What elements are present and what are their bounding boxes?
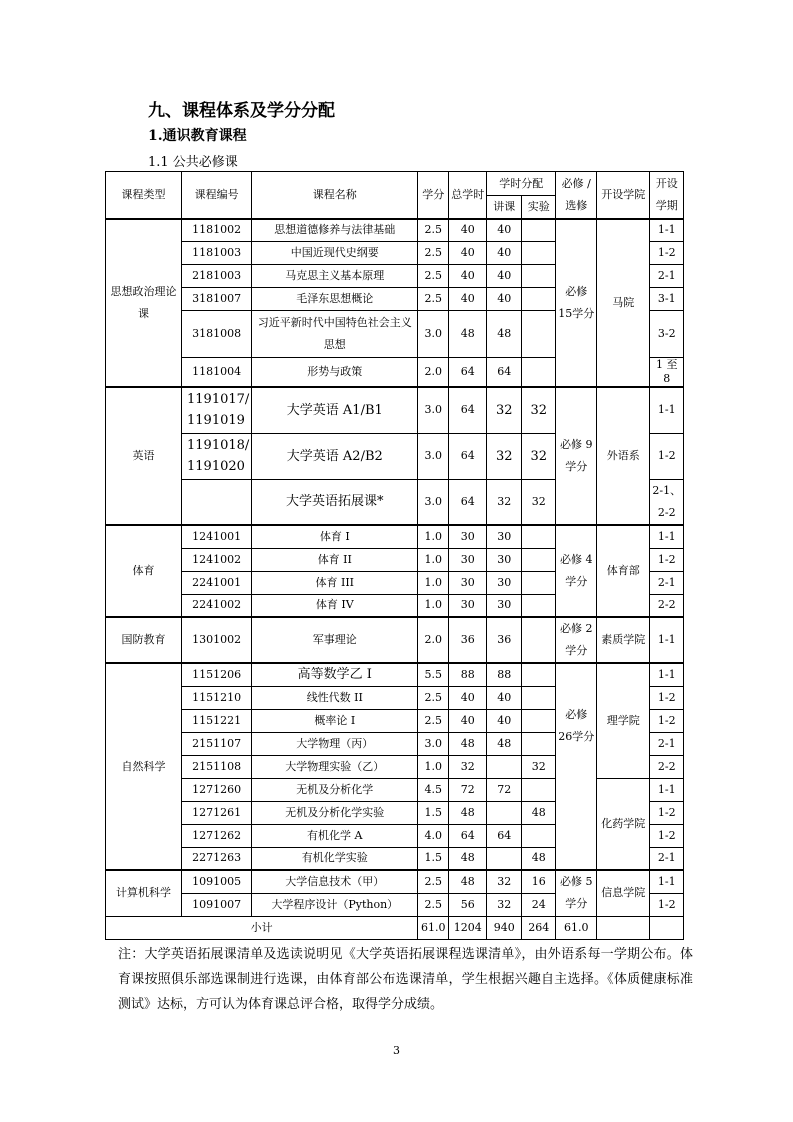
- group-college-english: 外语系: [597, 387, 650, 525]
- course-credit: 2.5: [418, 870, 449, 893]
- course-hours: 64: [449, 479, 487, 525]
- course-name: 大学信息技术（甲）: [252, 870, 418, 893]
- course-hours: 40: [449, 265, 487, 288]
- course-hours: 40: [449, 686, 487, 709]
- course-credit: 3.0: [418, 433, 449, 479]
- course-code: 2271263: [182, 847, 252, 870]
- course-name: 体育 II: [252, 548, 418, 571]
- header-name: 课程名称: [252, 172, 418, 219]
- course-name: 无机及分析化学: [252, 778, 418, 801]
- course-lecture: 40: [487, 265, 522, 288]
- header-term: 开设学期: [650, 172, 684, 219]
- course-code: 1181003: [182, 242, 252, 265]
- course-term: 1-2: [650, 709, 684, 732]
- course-lecture: [487, 801, 522, 824]
- course-lab: [522, 663, 556, 686]
- course-code: 1151221: [182, 709, 252, 732]
- course-name: 形势与政策: [252, 358, 418, 388]
- course-term: 3-2: [650, 311, 684, 358]
- course-credit: 1.5: [418, 801, 449, 824]
- course-credit: 1.0: [418, 755, 449, 778]
- course-credit: 3.0: [418, 479, 449, 525]
- course-lab: [522, 709, 556, 732]
- course-term: 2-1: [650, 732, 684, 755]
- subtotal-credit: 61.0: [418, 916, 449, 939]
- course-lecture: 48: [487, 732, 522, 755]
- course-hours: 30: [449, 525, 487, 548]
- course-lecture: 36: [487, 617, 522, 663]
- course-code: 1151210: [182, 686, 252, 709]
- course-term: 1-2: [650, 433, 684, 479]
- course-lab: [522, 288, 556, 311]
- course-lab: [522, 571, 556, 594]
- course-code: 1151206: [182, 663, 252, 686]
- header-hours-dist: 学时分配: [487, 172, 556, 196]
- course-lab: 48: [522, 847, 556, 870]
- course-term: 2-2: [650, 594, 684, 617]
- subtotal-lab: 264: [522, 916, 556, 939]
- course-credit: 2.5: [418, 686, 449, 709]
- course-credit: 2.5: [418, 219, 449, 242]
- course-credit: 4.0: [418, 824, 449, 847]
- course-credit: 3.0: [418, 387, 449, 433]
- header-lecture: 讲课: [487, 196, 522, 219]
- course-term: 1-1: [650, 219, 684, 242]
- course-hours: 32: [449, 755, 487, 778]
- course-code: 1271260: [182, 778, 252, 801]
- course-code: 1181004: [182, 358, 252, 388]
- group-college-defense: 素质学院: [597, 617, 650, 663]
- course-lab: [522, 732, 556, 755]
- group-college-politics: 马院: [597, 219, 650, 388]
- course-hours: 30: [449, 571, 487, 594]
- subtotal-required: 61.0: [556, 916, 597, 939]
- course-code: 1301002: [182, 617, 252, 663]
- course-lab: [522, 525, 556, 548]
- course-hours: 72: [449, 778, 487, 801]
- group-type-politics: 思想政治理论课: [106, 219, 182, 388]
- course-hours: 30: [449, 548, 487, 571]
- course-name: 高等数学乙 I: [252, 663, 418, 686]
- course-lecture: 64: [487, 824, 522, 847]
- course-credit: 3.0: [418, 311, 449, 358]
- course-credit: 2.5: [418, 242, 449, 265]
- page-number: 3: [393, 1044, 400, 1057]
- course-lecture: 30: [487, 594, 522, 617]
- course-credit: 2.5: [418, 288, 449, 311]
- subsubsection-heading: 1.1 公共必修课: [148, 155, 238, 170]
- course-credit: 1.0: [418, 594, 449, 617]
- course-code: 1271262: [182, 824, 252, 847]
- course-name: 大学英语 A1/B1: [252, 387, 418, 433]
- course-lecture: 40: [487, 242, 522, 265]
- header-hours: 总学时: [449, 172, 487, 219]
- course-term: 2-1、 2-2: [650, 479, 684, 525]
- course-term: 1 至 8: [650, 358, 684, 388]
- group-type-science: 自然科学: [106, 663, 182, 870]
- header-required: 必修 / 选修: [556, 172, 597, 219]
- course-lab: 48: [522, 801, 556, 824]
- course-lecture: 88: [487, 663, 522, 686]
- header-type: 课程类型: [106, 172, 182, 219]
- course-name: 有机化学 A: [252, 824, 418, 847]
- course-lecture: 72: [487, 778, 522, 801]
- course-lecture: 48: [487, 311, 522, 358]
- course-name: 毛泽东思想概论: [252, 288, 418, 311]
- course-lab: [522, 219, 556, 242]
- course-credit: 2.5: [418, 265, 449, 288]
- course-hours: 48: [449, 801, 487, 824]
- course-name: 无机及分析化学实验: [252, 801, 418, 824]
- course-hours: 40: [449, 242, 487, 265]
- course-name: 军事理论: [252, 617, 418, 663]
- header-credit: 学分: [418, 172, 449, 219]
- course-term: 2-1: [650, 571, 684, 594]
- course-code: 3181008: [182, 311, 252, 358]
- group-type-defense: 国防教育: [106, 617, 182, 663]
- course-lab: [522, 265, 556, 288]
- group-required-defense: 必修 2学分: [556, 617, 597, 663]
- course-term: 1-1: [650, 778, 684, 801]
- course-table: [105, 171, 684, 940]
- course-lecture: 32: [487, 433, 522, 479]
- course-hours: 40: [449, 288, 487, 311]
- course-hours: 48: [449, 311, 487, 358]
- course-credit: 5.5: [418, 663, 449, 686]
- course-hours: 36: [449, 617, 487, 663]
- course-lecture: 30: [487, 548, 522, 571]
- course-credit: 2.0: [418, 617, 449, 663]
- subtotal-term: [650, 916, 684, 939]
- course-lab: [522, 686, 556, 709]
- course-hours: 48: [449, 847, 487, 870]
- header-code: 课程编号: [182, 172, 252, 219]
- course-name: 体育 IV: [252, 594, 418, 617]
- course-code: 1091007: [182, 893, 252, 916]
- course-credit: 4.5: [418, 778, 449, 801]
- course-hours: 48: [449, 732, 487, 755]
- course-hours: 40: [449, 219, 487, 242]
- course-term: 1-2: [650, 686, 684, 709]
- subtotal-hours: 1204: [449, 916, 487, 939]
- course-lab: 32: [522, 479, 556, 525]
- course-credit: 3.0: [418, 732, 449, 755]
- course-term: 1-1: [650, 617, 684, 663]
- course-code: 1241001: [182, 525, 252, 548]
- course-code: 1191018/ 1191020: [182, 433, 252, 479]
- course-hours: 64: [449, 358, 487, 388]
- group-type-pe: 体育: [106, 525, 182, 617]
- course-hours: 48: [449, 870, 487, 893]
- group-college-science-b: 化药学院: [597, 778, 650, 870]
- course-hours: 64: [449, 387, 487, 433]
- course-name: 中国近现代史纲要: [252, 242, 418, 265]
- course-credit: 2.5: [418, 893, 449, 916]
- course-code: 1241002: [182, 548, 252, 571]
- course-term: 1-2: [650, 893, 684, 916]
- course-lecture: 40: [487, 288, 522, 311]
- course-name: 习近平新时代中国特色社会主义思想: [252, 311, 418, 358]
- course-code: [182, 479, 252, 525]
- course-lecture: 30: [487, 571, 522, 594]
- course-lab: [522, 242, 556, 265]
- subsection-heading: 1.通识教育课程: [148, 128, 247, 144]
- course-name: 马克思主义基本原理: [252, 265, 418, 288]
- group-type-english: 英语: [106, 387, 182, 525]
- course-lab: 32: [522, 387, 556, 433]
- course-name: 概率论 I: [252, 709, 418, 732]
- group-required-pe: 必修 4学分: [556, 525, 597, 617]
- course-lecture: 32: [487, 870, 522, 893]
- header-lab: 实验: [522, 196, 556, 219]
- course-lecture: [487, 755, 522, 778]
- course-code: 1191017/ 1191019: [182, 387, 252, 433]
- group-required-computer: 必修 5学分: [556, 870, 597, 916]
- course-credit: 1.5: [418, 847, 449, 870]
- course-lab: [522, 311, 556, 358]
- course-lecture: [487, 847, 522, 870]
- course-lab: 32: [522, 433, 556, 479]
- course-term: 2-1: [650, 847, 684, 870]
- course-credit: 2.5: [418, 709, 449, 732]
- course-lab: [522, 617, 556, 663]
- course-lab: [522, 548, 556, 571]
- course-code: 2241001: [182, 571, 252, 594]
- course-code: 1271261: [182, 801, 252, 824]
- course-code: 3181007: [182, 288, 252, 311]
- course-credit: 1.0: [418, 548, 449, 571]
- course-name: 大学英语拓展课*: [252, 479, 418, 525]
- course-lecture: 40: [487, 709, 522, 732]
- course-term: 1-1: [650, 525, 684, 548]
- course-hours: 64: [449, 433, 487, 479]
- course-hours: 88: [449, 663, 487, 686]
- course-lecture: 40: [487, 219, 522, 242]
- course-term: 1-2: [650, 548, 684, 571]
- course-name: 大学英语 A2/B2: [252, 433, 418, 479]
- course-term: 1-2: [650, 801, 684, 824]
- course-code: 2181003: [182, 265, 252, 288]
- course-lecture: 64: [487, 358, 522, 388]
- course-term: 1-2: [650, 824, 684, 847]
- course-term: 2-1: [650, 265, 684, 288]
- group-type-computer: 计算机科学: [106, 870, 182, 916]
- course-lecture: 32: [487, 893, 522, 916]
- course-code: 2151108: [182, 755, 252, 778]
- course-credit: 1.0: [418, 525, 449, 548]
- group-college-computer: 信息学院: [597, 870, 650, 916]
- course-name: 有机化学实验: [252, 847, 418, 870]
- course-lab: 24: [522, 893, 556, 916]
- course-lab: [522, 778, 556, 801]
- course-code: 1181002: [182, 219, 252, 242]
- course-lab: [522, 358, 556, 388]
- group-required-english: 必修 9学分: [556, 387, 597, 525]
- table-note: 注：大学英语拓展课清单及选读说明见《大学英语拓展课程选课清单》，由外语系每一学期公布。体育课按照俱乐部选课制进行选课，由体育部公布选课清单，学生根据兴趣自主选择。《体质健康标准测试》达标，方可认为体育课总评合格，取得学分成绩。: [118, 947, 693, 1012]
- course-code: 2151107: [182, 732, 252, 755]
- course-name: 大学程序设计（Python）: [252, 893, 418, 916]
- course-lab: 16: [522, 870, 556, 893]
- header-college: 开设学院: [597, 172, 650, 219]
- course-lecture: 30: [487, 525, 522, 548]
- group-required-science: 必修 26学分: [556, 663, 597, 870]
- course-lecture: 40: [487, 686, 522, 709]
- course-hours: 40: [449, 709, 487, 732]
- course-code: 1091005: [182, 870, 252, 893]
- course-name: 思想道德修养与法律基础: [252, 219, 418, 242]
- course-name: 体育 I: [252, 525, 418, 548]
- course-term: 3-1: [650, 288, 684, 311]
- course-name: 线性代数 II: [252, 686, 418, 709]
- course-lab: [522, 594, 556, 617]
- subtotal-college: [597, 916, 650, 939]
- course-name: 体育 III: [252, 571, 418, 594]
- course-lab: 32: [522, 755, 556, 778]
- course-term: 1-1: [650, 870, 684, 893]
- course-lecture: 32: [487, 387, 522, 433]
- course-credit: 2.0: [418, 358, 449, 388]
- course-term: 1-1: [650, 663, 684, 686]
- course-hours: 64: [449, 824, 487, 847]
- subtotal-label: 小计: [106, 916, 418, 939]
- group-college-pe: 体育部: [597, 525, 650, 617]
- section-heading: 九、课程体系及学分分配: [148, 101, 335, 121]
- course-lecture: 32: [487, 479, 522, 525]
- course-term: 2-2: [650, 755, 684, 778]
- course-name: 大学物理（丙）: [252, 732, 418, 755]
- course-hours: 56: [449, 893, 487, 916]
- course-name: 大学物理实验（乙）: [252, 755, 418, 778]
- course-term: 1-2: [650, 242, 684, 265]
- group-required-politics: 必修 15学分: [556, 219, 597, 388]
- course-credit: 1.0: [418, 571, 449, 594]
- course-term: 1-1: [650, 387, 684, 433]
- subtotal-lecture: 940: [487, 916, 522, 939]
- group-college-science-a: 理学院: [597, 663, 650, 778]
- course-hours: 30: [449, 594, 487, 617]
- course-code: 2241002: [182, 594, 252, 617]
- course-lab: [522, 824, 556, 847]
